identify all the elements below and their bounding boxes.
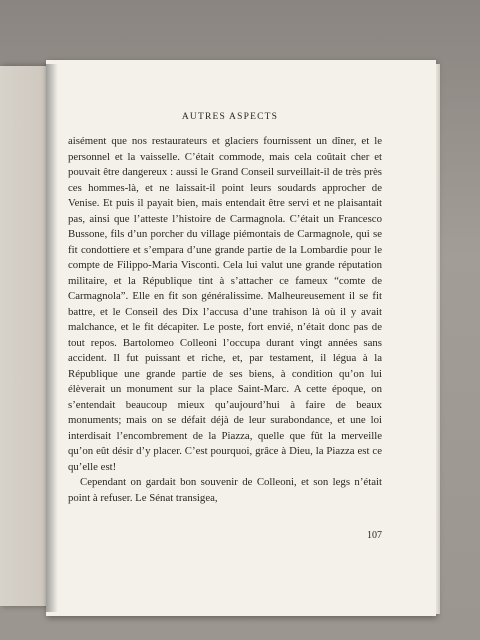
paragraph: Cependant on gardait bon souvenir de Colleoni, et son legs n’était point à refuser. Le Sénat transigea, (68, 476, 382, 504)
page-gutter-shadow (46, 64, 58, 612)
running-header: AUTRES ASPECTS (181, 112, 279, 122)
page-edge (436, 64, 440, 614)
body-text (68, 134, 382, 506)
page-number: 107 (367, 530, 382, 541)
paragraph: aisément que nos restaurateurs et glaciers fournissent un dîner, et le personnel et la vaisselle. C’était commode, mais cela coûtait cher et pouvait être dangereux : aussi le Grand Conseil surveillait-il de très près ces hommes-là, et ne laissait-il point leurs soudards approcher de Venise. Et puis il payait bien, mais entendait être servi et ne plaisantait pas, ainsi que l’atteste l’histoire de Carmagnola. C’était un Francesco Bussone, fils d’un porcher du village piémontais de Carmagnole, qui se fit condottiere et s’empara d’une grande partie de la Lombardie pour le compte de Filippo-Maria Visconti. Cela lui valut une grande réputation militaire, et la République tint à s’attacher ce fameux “comte de Carmagnola”. Elle en fit son généralissime. Malheureusement il se fit battre, et le Conseil des Dix l’accusa d’une trahison là où il y avait malchance, et le fit décapiter. Le poste, fort envié, n’était donc pas de tout repos. Bartolomeo Colleoni l’occupa durant vingt années sans accident. Il fut puissant et riche, et, par testament, il légua à la République une grande partie de ses biens, à condition qu’on lui élèverait un monument sur la place Saint-Marc. A cette époque, on s’entendait beaucoup mieux qu’aujourd’hui à faire de beaux monuments; mais on se défait déjà de leur surabondance, et une loi interdisait l’encombrement de la Piazza, quelle que fût la merveille qu’on eût désir d’y placer. C’est pourquoi, grâce à Dieu, la Piazza est ce qu’elle est! (68, 135, 382, 473)
